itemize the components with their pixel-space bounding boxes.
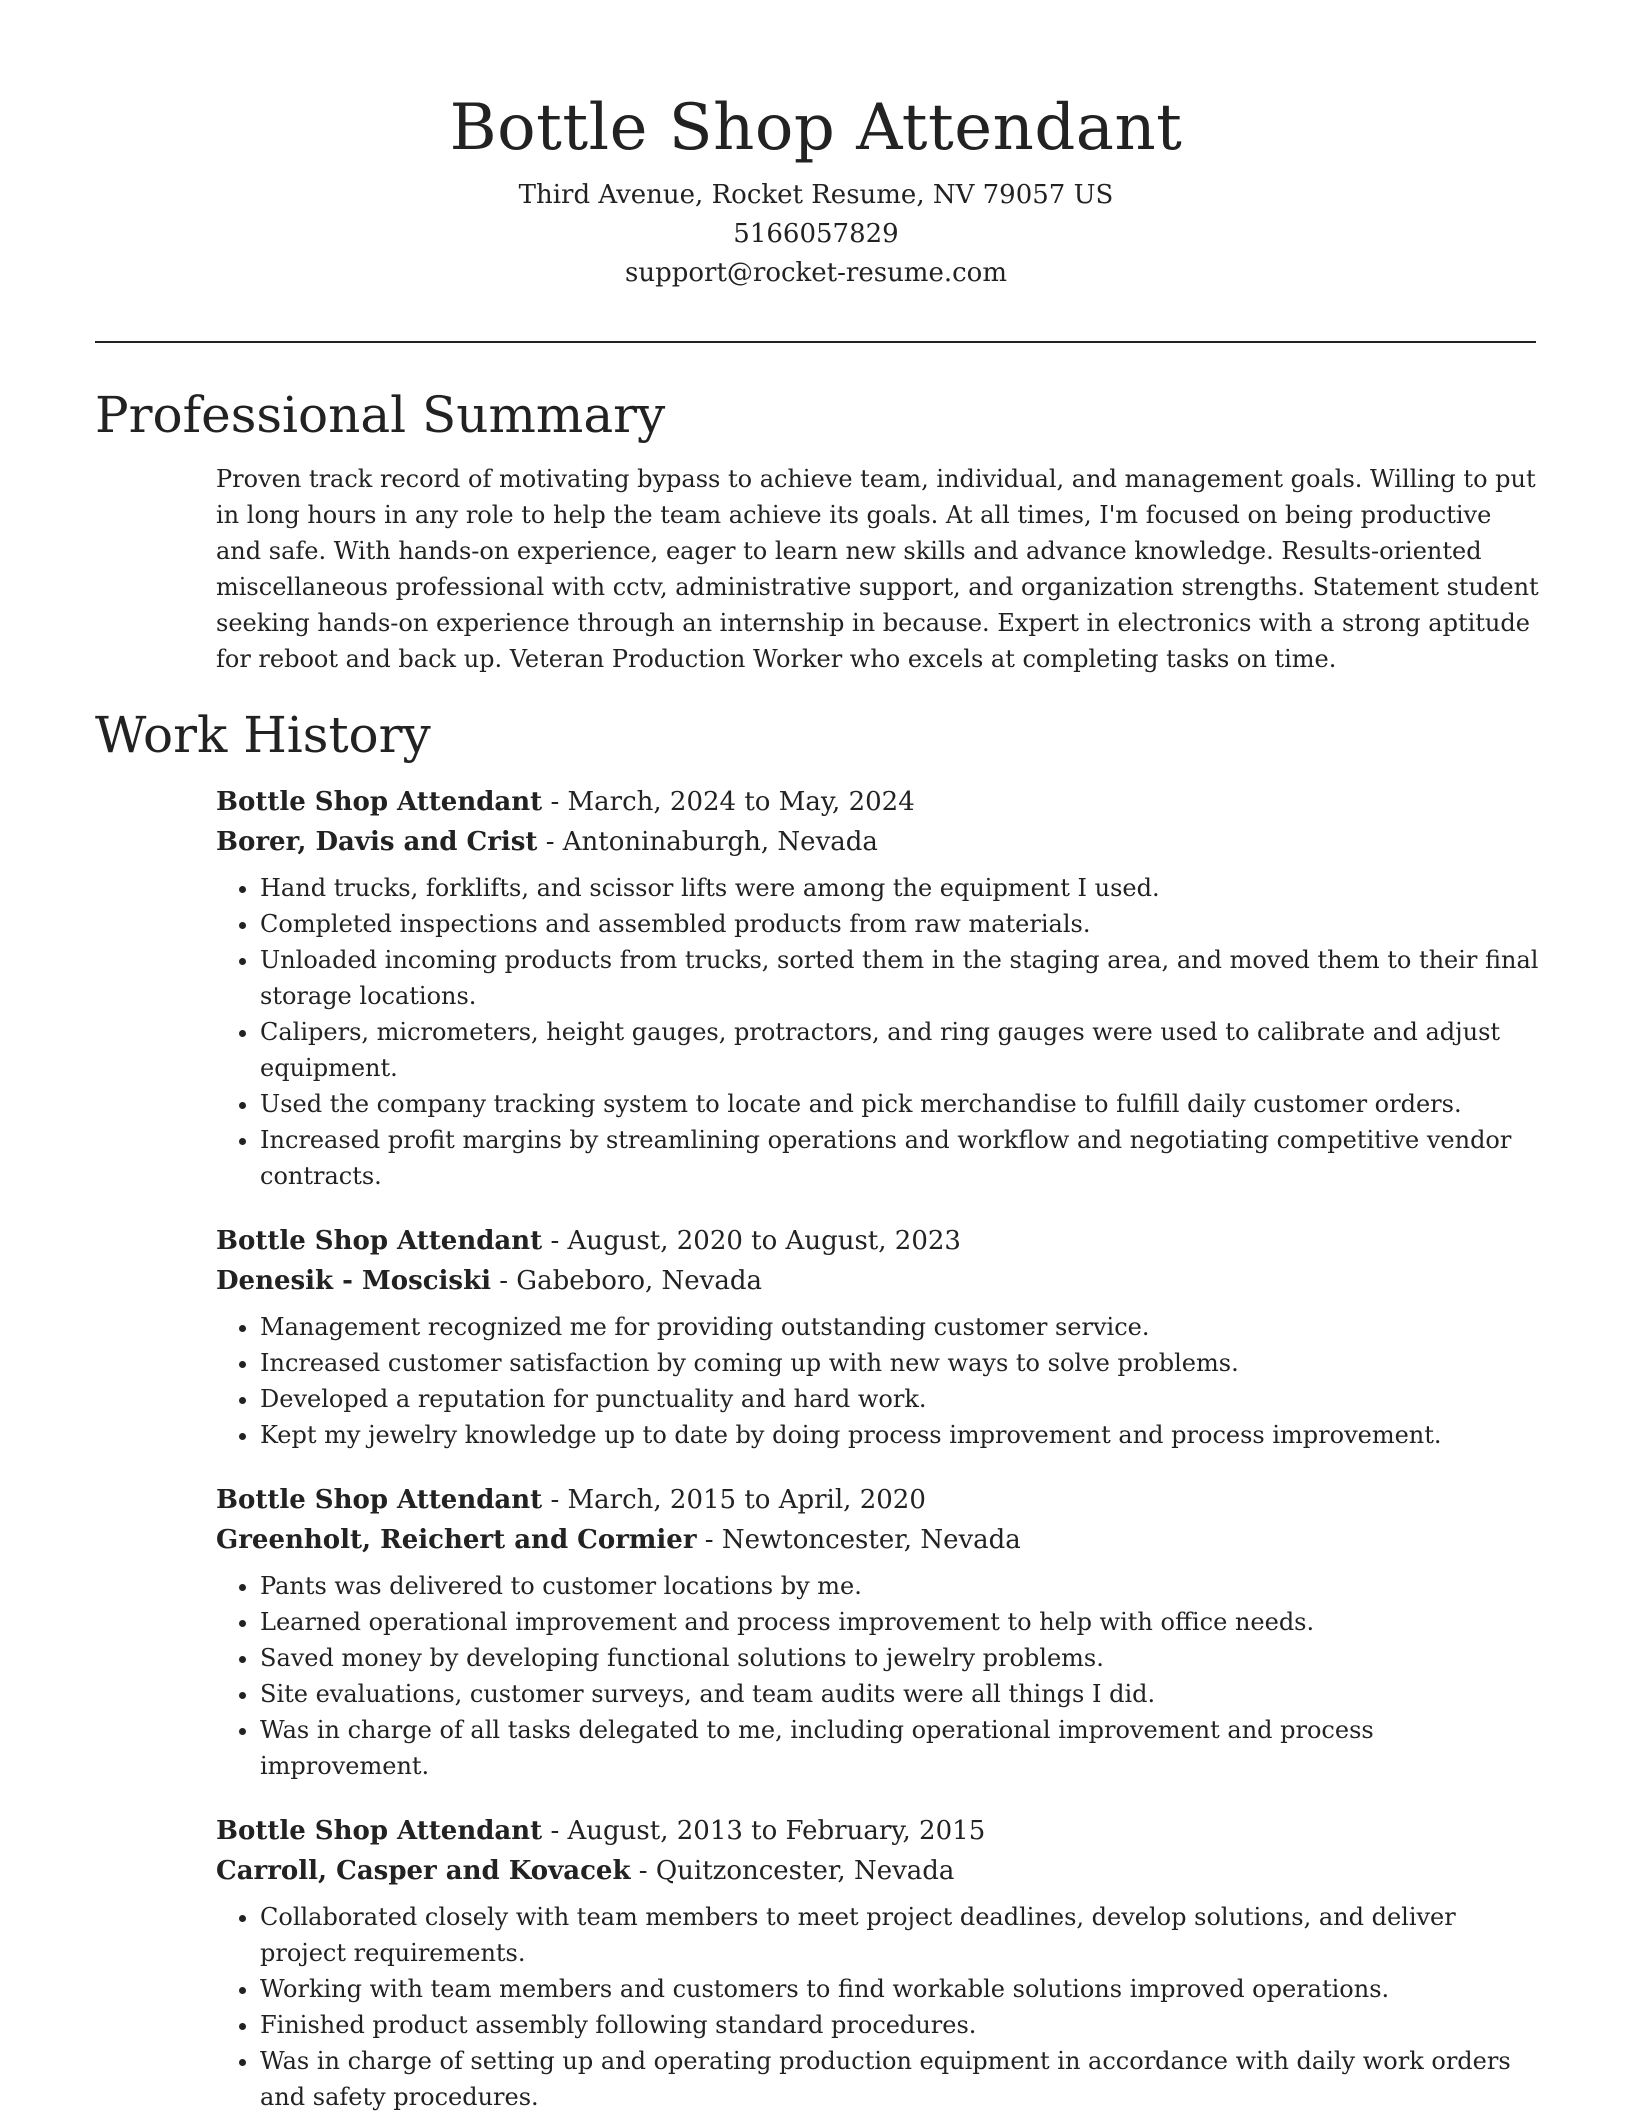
- job-entry: [216, 782, 1541, 1194]
- job-company-line: Carroll, Casper and Kovacek - Quitzoncester, Nevada: [216, 1856, 955, 1886]
- job-bullet: • Pants was delivered to customer locations by me.: [260, 1568, 1541, 1604]
- job-bullet: • Used the company tracking system to locate and pick merchandise to fulfill daily customer orders.: [260, 1086, 1541, 1122]
- job-dates: March, 2015 to April, 2020: [567, 1485, 926, 1515]
- job-bullet: • Increased profit margins by streamlining operations and workflow and negotiating competitive vendor contracts.: [260, 1122, 1541, 1194]
- job-bullet-list: [216, 1309, 1541, 1453]
- contact-block: [0, 176, 1632, 293]
- job-company-line: Greenholt, Reichert and Cormier - Newtoncester, Nevada: [216, 1525, 1021, 1555]
- resume-name: Bottle Shop Attendant: [449, 91, 1183, 165]
- job-company-line: Denesik - Mosciski - Gabeboro, Nevada: [216, 1266, 762, 1296]
- job-bullet: • Was in charge of all tasks delegated to me, including operational improvement and process improvement.: [260, 1712, 1541, 1784]
- job-company-line: Borer, Davis and Crist - Antoninaburgh, Nevada: [216, 827, 878, 857]
- job-bullet: • Management recognized me for providing outstanding customer service.: [260, 1309, 1541, 1345]
- job-company: Denesik - Mosciski: [216, 1266, 491, 1296]
- resume-header: [0, 0, 1632, 293]
- job-title-line: Bottle Shop Attendant - March, 2024 to May, 2024: [216, 787, 915, 817]
- job-company: Greenholt, Reichert and Cormier: [216, 1525, 697, 1555]
- job-dates: March, 2024 to May, 2024: [567, 787, 915, 817]
- section-title-summary: Professional Summary: [95, 386, 666, 444]
- job-location: Newtoncester, Nevada: [721, 1525, 1021, 1555]
- job-location: Quitzoncester, Nevada: [655, 1856, 955, 1886]
- job-title-line: Bottle Shop Attendant - March, 2015 to April, 2020: [216, 1485, 926, 1515]
- job-bullet: • Working with team members and customers to find workable solutions improved operations.: [260, 1971, 1541, 2007]
- job-title: Bottle Shop Attendant: [216, 1816, 543, 1846]
- header-divider: [95, 341, 1536, 343]
- job-dates: August, 2020 to August, 2023: [567, 1226, 961, 1256]
- job-bullet: • Kept my jewelry knowledge up to date by doing process improvement and process improvement.: [260, 1417, 1541, 1453]
- job-company: Carroll, Casper and Kovacek: [216, 1856, 631, 1886]
- job-title: Bottle Shop Attendant: [216, 1485, 543, 1515]
- job-entry: [216, 1480, 1541, 1784]
- job-title-line: Bottle Shop Attendant - August, 2020 to August, 2023: [216, 1226, 961, 1256]
- job-bullet-list: [216, 870, 1541, 1194]
- job-bullet-list: [216, 1568, 1541, 1784]
- job-bullet: • Collaborated closely with team members to meet project deadlines, develop solutions, and deliver project requirements.: [260, 1899, 1541, 1971]
- job-bullet: • Unloaded incoming products from trucks, sorted them in the staging area, and moved them to their final storage locations.: [260, 942, 1541, 1014]
- job-bullet-list: [216, 1899, 1541, 2112]
- job-bullet: • Was in charge of setting up and operating production equipment in accordance with daily work orders and safety procedures.: [260, 2043, 1541, 2112]
- contact-address: Third Avenue, Rocket Resume, NV 79057 US: [518, 180, 1114, 210]
- job-bullet: • Developed a reputation for punctuality and hard work.: [260, 1381, 1541, 1417]
- job-bullet: • Calipers, micrometers, height gauges, protractors, and ring gauges were used to calibrate and adjust equipment.: [260, 1014, 1541, 1086]
- job-title-line: Bottle Shop Attendant - August, 2013 to February, 2015: [216, 1816, 986, 1846]
- contact-email: support@rocket-resume.com: [624, 258, 1007, 288]
- job-location: Gabeboro, Nevada: [516, 1266, 762, 1296]
- job-entry: [216, 1221, 1541, 1453]
- job-company: Borer, Davis and Crist: [216, 827, 538, 857]
- job-entry: [216, 1811, 1541, 2112]
- job-bullet: • Learned operational improvement and process improvement to help with office needs.: [260, 1604, 1541, 1640]
- job-bullet: • Finished product assembly following standard procedures.: [260, 2007, 1541, 2043]
- summary-paragraph: Proven track record of motivating bypass to achieve team, individual, and management goals. Willing to put in long hours in any role to help the team achieve its goals. At all times, I'm focused on being productive and safe. With hands-on experience, eager to learn new skills and advance knowledge. Results-oriented miscellaneous professional with cctv, administrative support, and organization strengths. Statement student seeking hands-on experience through an internship in because. Expert in electronics with a strong aptitude for reboot and back up. Veteran Production Worker who excels at completing tasks on time.: [216, 465, 1539, 673]
- contact-phone: 5166057829: [733, 219, 899, 249]
- job-dates: August, 2013 to February, 2015: [567, 1816, 986, 1846]
- job-title: Bottle Shop Attendant: [216, 1226, 543, 1256]
- job-bullet: • Hand trucks, forklifts, and scissor lifts were among the equipment I used.: [260, 870, 1541, 906]
- job-bullet: • Completed inspections and assembled products from raw materials.: [260, 906, 1541, 942]
- job-bullet: • Site evaluations, customer surveys, and team audits were all things I did.: [260, 1676, 1541, 1712]
- work-history-list: [216, 782, 1541, 2112]
- section-title-work-history: Work History: [95, 706, 431, 764]
- job-location: Antoninaburgh, Nevada: [562, 827, 878, 857]
- job-bullet: • Increased customer satisfaction by coming up with new ways to solve problems.: [260, 1345, 1541, 1381]
- job-title: Bottle Shop Attendant: [216, 787, 543, 817]
- job-bullet: • Saved money by developing functional solutions to jewelry problems.: [260, 1640, 1541, 1676]
